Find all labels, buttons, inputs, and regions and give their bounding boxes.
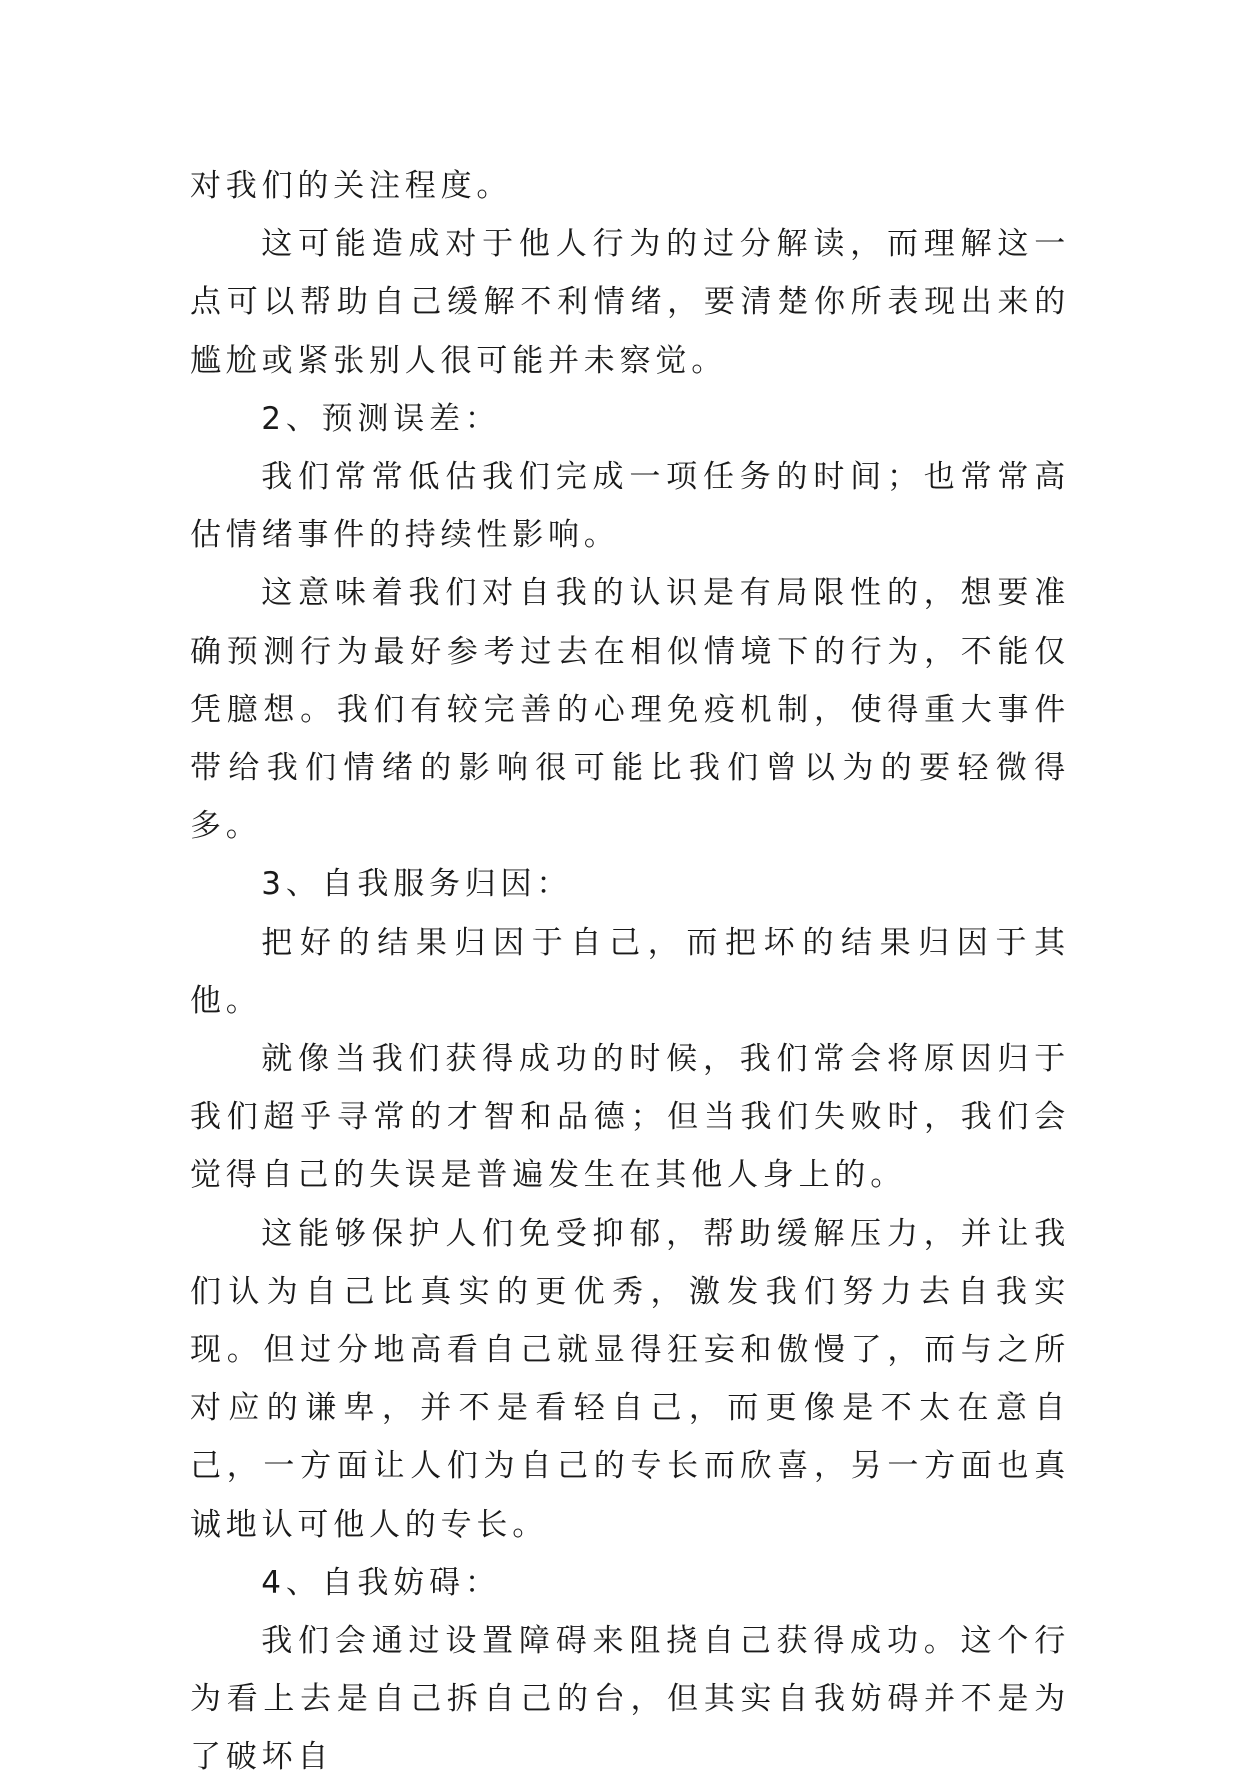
- paragraph: 这能够保护人们免受抑郁，帮助缓解压力，并让我们认为自己比真实的更优秀，激发我们努力去自我实现。但过分地高看自己就显得狂妄和傲慢了，而与之所对应的谦卑，并不是看轻自己，而更像是不太在意自己，一方面让人们为自己的专长而欣喜，另一方面也真诚地认可他人的专长。: [190, 1215, 1070, 1543]
- paragraph: 就像当我们获得成功的时候，我们常会将原因归于我们超乎寻常的才智和品德；但当我们失败时，我们会觉得自己的失误是普遍发生在其他人身上的。: [190, 1041, 1070, 1194]
- section-heading-self-handicapping: 4、自我妨碍：: [261, 1564, 501, 1601]
- document-body: [190, 157, 1070, 1787]
- paragraph: 这意味着我们对自我的认识是有局限性的，想要准确预测行为最好参考过去在相似情境下的行为，不能仅凭臆想。我们有较完善的心理免疫机制，使得重大事件带给我们情绪的影响很可能比我们曾以为的要轻微得多。: [190, 575, 1070, 845]
- paragraph: 我们常常低估我们完成一项任务的时间；也常常高估情绪事件的持续性影响。: [190, 459, 1070, 554]
- paragraph: 把好的结果归因于自己，而把坏的结果归因于其他。: [190, 924, 1070, 1019]
- paragraph-continued: 对我们的关注程度。: [190, 168, 513, 204]
- paragraph: 我们会通过设置障碍来阻挠自己获得成功。这个行为看上去是自己拆自己的台，但其实自我妨碍并不是为了破坏自: [190, 1623, 1070, 1776]
- section-heading-prediction-error: 2、预测误差：: [261, 400, 501, 437]
- section-heading-self-serving-attribution: 3、自我服务归因：: [261, 866, 573, 903]
- paragraph: 这可能造成对于他人行为的过分解读，而理解这一点可以帮助自己缓解不利情绪，要清楚你所表现出来的尴尬或紧张别人很可能并未察觉。: [190, 226, 1070, 379]
